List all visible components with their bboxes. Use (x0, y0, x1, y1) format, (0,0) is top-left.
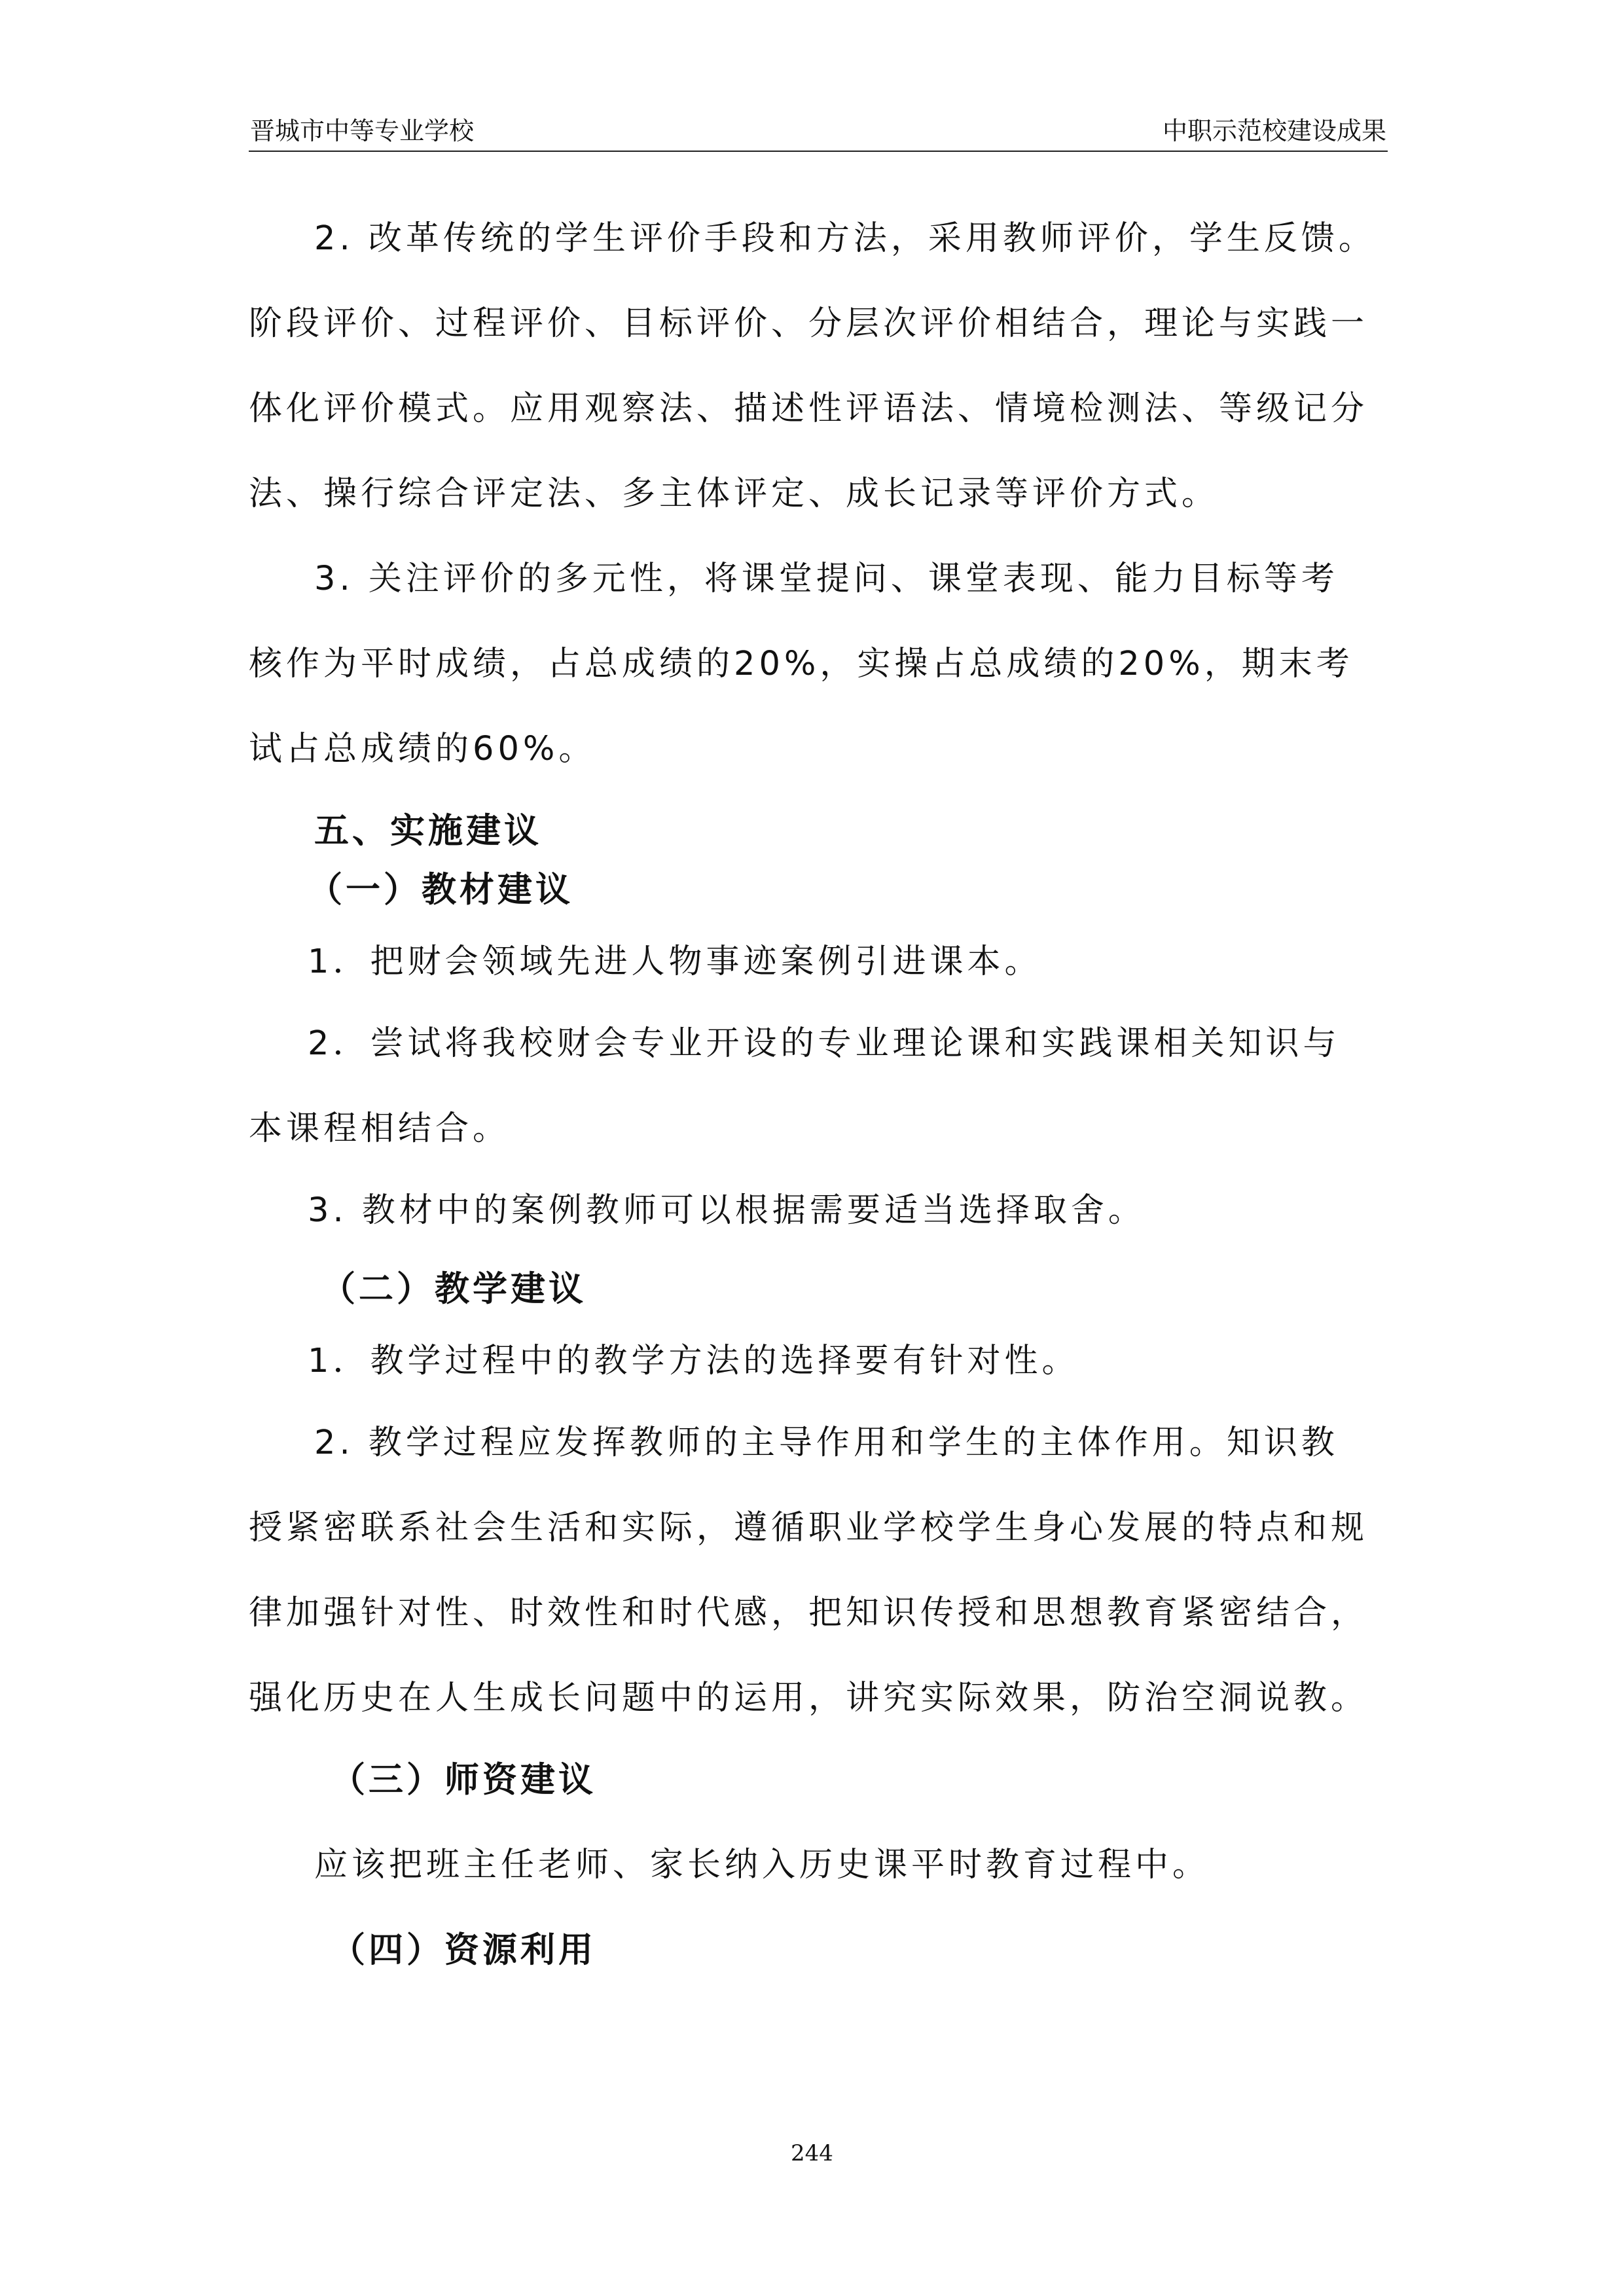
subsection-1-item-3: 3. 教材中的案例教师可以根据需要适当选择取舍。 (308, 1191, 1146, 1230)
paragraph-2-line-1: 2. 改革传统的学生评价手段和方法，采用教师评价，学生反馈。 (314, 219, 1376, 258)
header-document-title: 中职示范校建设成果 (1162, 117, 1386, 145)
paragraph-3-line-3: 试占总成绩的60%。 (249, 730, 596, 768)
subsection-2-item-1: 1．教学过程中的教学方法的选择要有针对性。 (308, 1342, 1079, 1380)
paragraph-2-line-4: 法、操行综合评定法、多主体评定、成长记录等评价方式。 (249, 475, 1219, 513)
subsection-1-item-2-line-2: 本课程相结合。 (249, 1109, 511, 1148)
subsection-4-heading: （四）资源利用 (331, 1930, 596, 1970)
paragraph-3-line-2: 核作为平时成绩，占总成绩的20%，实操占总成绩的20%，期末考 (249, 645, 1354, 683)
subsection-2-item-2-line-2: 授紧密联系社会生活和实际，遵循职业学校学生身心发展的特点和规 (249, 1509, 1369, 1547)
section-5-heading: 五、实施建议 (314, 811, 542, 851)
subsection-2-item-2-line-1: 2. 教学过程应发挥教师的主导作用和学生的主体作用。知识教 (314, 1424, 1339, 1462)
subsection-2-heading: （二）教学建议 (321, 1269, 586, 1309)
subsection-1-heading: （一）教材建议 (308, 870, 573, 910)
paragraph-2-line-3: 体化评价模式。应用观察法、描述性评语法、情境检测法、等级记分 (249, 389, 1369, 428)
subsection-2-item-2-line-4: 强化历史在人生成长问题中的运用，讲究实际效果，防治空洞说教。 (249, 1679, 1369, 1717)
page-number: 244 (791, 2140, 833, 2166)
subsection-2-item-2-line-3: 律加强针对性、时效性和时代感，把知识传授和思想教育紧密结合， (249, 1594, 1369, 1632)
header-school-name: 晋城市中等专业学校 (250, 117, 475, 145)
subsection-1-item-2-line-1: 2．尝试将我校财会专业开设的专业理论课和实践课相关知识与 (308, 1024, 1341, 1063)
subsection-1-item-1: 1．把财会领域先进人物事迹案例引进课本。 (308, 942, 1042, 981)
subsection-3-text: 应该把班主任老师、家长纳入历史课平时教育过程中。 (314, 1846, 1210, 1884)
paragraph-3-line-1: 3. 关注评价的多元性，将课堂提问、课堂表现、能力目标等考 (314, 560, 1339, 598)
paragraph-2-line-2: 阶段评价、过程评价、目标评价、分层次评价相结合，理论与实践一 (249, 304, 1369, 343)
page-header (249, 111, 1388, 152)
subsection-3-heading: （三）师资建议 (331, 1760, 596, 1800)
